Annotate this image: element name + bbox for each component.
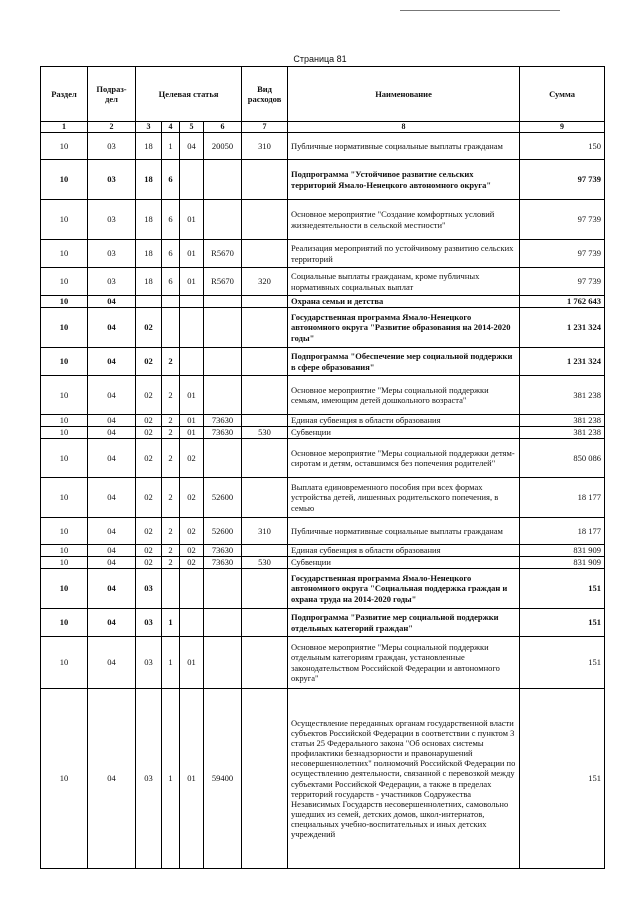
cell-name: Единая субвенция в области образования bbox=[288, 415, 520, 427]
cell-target-program: 18 bbox=[136, 160, 162, 200]
cell-expense-type bbox=[242, 545, 288, 557]
table-row bbox=[41, 478, 605, 518]
column-number: 3 bbox=[136, 122, 162, 133]
cell-target-event: 02 bbox=[180, 557, 204, 569]
cell-section: 10 bbox=[41, 569, 88, 609]
top-rule bbox=[400, 10, 560, 11]
cell-target-event: 01 bbox=[180, 415, 204, 427]
cell-expense-type: 530 bbox=[242, 557, 288, 569]
table-row bbox=[41, 200, 605, 240]
table-row bbox=[41, 557, 605, 569]
cell-expense-type bbox=[242, 348, 288, 376]
cell-target-event bbox=[180, 569, 204, 609]
table-row bbox=[41, 545, 605, 557]
cell-expense-type bbox=[242, 478, 288, 518]
table-row bbox=[41, 569, 605, 609]
cell-target-subprogram bbox=[162, 296, 180, 308]
cell-target-direction bbox=[204, 609, 242, 637]
cell-name: Охрана семьи и детства bbox=[288, 296, 520, 308]
cell-target-subprogram: 1 bbox=[162, 637, 180, 689]
cell-target-direction: 59400 bbox=[204, 689, 242, 869]
cell-amount: 97 739 bbox=[520, 200, 605, 240]
cell-name: Публичные нормативные социальные выплаты гражданам bbox=[288, 133, 520, 160]
cell-target-program: 18 bbox=[136, 268, 162, 296]
cell-target-subprogram bbox=[162, 569, 180, 609]
column-numbers-row bbox=[41, 122, 605, 133]
cell-amount: 151 bbox=[520, 689, 605, 869]
cell-subsection: 04 bbox=[88, 308, 136, 348]
cell-target-event bbox=[180, 348, 204, 376]
cell-expense-type bbox=[242, 439, 288, 478]
cell-section: 10 bbox=[41, 240, 88, 268]
cell-subsection: 04 bbox=[88, 478, 136, 518]
cell-target-program: 02 bbox=[136, 427, 162, 439]
cell-target-direction bbox=[204, 439, 242, 478]
table-row bbox=[41, 308, 605, 348]
cell-amount: 150 bbox=[520, 133, 605, 160]
cell-amount: 18 177 bbox=[520, 518, 605, 545]
cell-target-subprogram: 6 bbox=[162, 268, 180, 296]
table-row bbox=[41, 427, 605, 439]
header-name: Наименование bbox=[288, 67, 520, 122]
cell-section: 10 bbox=[41, 478, 88, 518]
cell-target-program: 02 bbox=[136, 348, 162, 376]
cell-target-subprogram: 2 bbox=[162, 557, 180, 569]
cell-amount: 831 909 bbox=[520, 545, 605, 557]
table-row bbox=[41, 609, 605, 637]
cell-expense-type bbox=[242, 609, 288, 637]
cell-target-event: 01 bbox=[180, 200, 204, 240]
cell-target-event: 01 bbox=[180, 268, 204, 296]
header-target-article: Целевая статья bbox=[136, 67, 242, 122]
cell-target-event bbox=[180, 609, 204, 637]
table-row bbox=[41, 296, 605, 308]
cell-target-direction: 20050 bbox=[204, 133, 242, 160]
cell-target-program: 03 bbox=[136, 569, 162, 609]
cell-target-event bbox=[180, 160, 204, 200]
cell-amount: 1 231 324 bbox=[520, 308, 605, 348]
cell-target-program: 03 bbox=[136, 689, 162, 869]
cell-subsection: 04 bbox=[88, 569, 136, 609]
cell-section: 10 bbox=[41, 160, 88, 200]
cell-subsection: 04 bbox=[88, 557, 136, 569]
cell-target-subprogram: 2 bbox=[162, 545, 180, 557]
cell-target-program: 02 bbox=[136, 478, 162, 518]
cell-expense-type bbox=[242, 569, 288, 609]
table-row bbox=[41, 268, 605, 296]
cell-target-subprogram: 6 bbox=[162, 200, 180, 240]
cell-section: 10 bbox=[41, 609, 88, 637]
cell-subsection: 03 bbox=[88, 160, 136, 200]
cell-section: 10 bbox=[41, 348, 88, 376]
cell-name: Социальные выплаты гражданам, кроме публичных нормативных социальных выплат bbox=[288, 268, 520, 296]
table-row bbox=[41, 689, 605, 869]
header-amount: Сумма bbox=[520, 67, 605, 122]
column-number: 4 bbox=[162, 122, 180, 133]
cell-target-direction bbox=[204, 296, 242, 308]
cell-target-event: 01 bbox=[180, 689, 204, 869]
cell-target-direction: R5670 bbox=[204, 268, 242, 296]
cell-target-subprogram: 1 bbox=[162, 609, 180, 637]
cell-expense-type bbox=[242, 160, 288, 200]
header-section: Раздел bbox=[41, 67, 88, 122]
cell-amount: 850 086 bbox=[520, 439, 605, 478]
cell-name: Основное мероприятие "Меры социальной поддержки семьям, имеющим детей дошкольного возраста" bbox=[288, 376, 520, 415]
column-number: 5 bbox=[180, 122, 204, 133]
cell-target-subprogram: 1 bbox=[162, 689, 180, 869]
cell-name: Осуществление переданных органам государственной власти субъектов Российской Федерации в соответствии с пунктом 3 статьи 25 Федерального закона "Об основах системы профилактики безнадзорности и правонарушений несовершеннолетних" полномочий Российской Федерации по осуществлению деятельности, связанной с перевозкой между субъектами Российской Федерации, а также в пределах территорий государств - участников Содружества Независимых Государств несовершеннолетних, самовольно ушедших из семей, детских домов, школ-интернатов, специальных учебно-воспитательных и иных детских учреждений bbox=[288, 689, 520, 869]
cell-target-event: 02 bbox=[180, 478, 204, 518]
table-row bbox=[41, 240, 605, 268]
cell-expense-type bbox=[242, 415, 288, 427]
column-number: 7 bbox=[242, 122, 288, 133]
cell-target-program: 02 bbox=[136, 439, 162, 478]
cell-name: Государственная программа Ямало-Ненецкого автономного округа "Социальная поддержка граждан и охрана труда на 2014-2020 годы" bbox=[288, 569, 520, 609]
cell-target-program: 02 bbox=[136, 545, 162, 557]
table-row bbox=[41, 160, 605, 200]
cell-target-event: 01 bbox=[180, 637, 204, 689]
cell-amount: 381 238 bbox=[520, 376, 605, 415]
cell-name: Подпрограмма "Обеспечение мер социальной поддержки в сфере образования" bbox=[288, 348, 520, 376]
cell-target-subprogram: 6 bbox=[162, 240, 180, 268]
cell-section: 10 bbox=[41, 133, 88, 160]
cell-subsection: 03 bbox=[88, 133, 136, 160]
table-row bbox=[41, 637, 605, 689]
column-number: 2 bbox=[88, 122, 136, 133]
cell-target-direction bbox=[204, 569, 242, 609]
cell-section: 10 bbox=[41, 689, 88, 869]
cell-section: 10 bbox=[41, 518, 88, 545]
cell-target-direction: 73630 bbox=[204, 415, 242, 427]
cell-expense-type: 310 bbox=[242, 133, 288, 160]
header-subsection: Подраз-дел bbox=[88, 67, 136, 122]
cell-target-program: 02 bbox=[136, 308, 162, 348]
cell-subsection: 04 bbox=[88, 637, 136, 689]
cell-name: Единая субвенция в области образования bbox=[288, 545, 520, 557]
cell-target-subprogram: 2 bbox=[162, 518, 180, 545]
cell-expense-type bbox=[242, 200, 288, 240]
cell-target-program: 03 bbox=[136, 637, 162, 689]
table-row bbox=[41, 439, 605, 478]
cell-target-subprogram: 2 bbox=[162, 415, 180, 427]
cell-section: 10 bbox=[41, 439, 88, 478]
cell-subsection: 04 bbox=[88, 415, 136, 427]
cell-target-direction: R5670 bbox=[204, 240, 242, 268]
cell-expense-type bbox=[242, 308, 288, 348]
budget-table bbox=[40, 66, 605, 869]
cell-expense-type bbox=[242, 240, 288, 268]
cell-amount: 151 bbox=[520, 569, 605, 609]
cell-section: 10 bbox=[41, 296, 88, 308]
cell-target-event: 02 bbox=[180, 439, 204, 478]
cell-section: 10 bbox=[41, 268, 88, 296]
cell-target-subprogram: 2 bbox=[162, 348, 180, 376]
cell-subsection: 04 bbox=[88, 545, 136, 557]
table-row bbox=[41, 376, 605, 415]
cell-target-event: 04 bbox=[180, 133, 204, 160]
cell-target-program: 18 bbox=[136, 200, 162, 240]
cell-amount: 381 238 bbox=[520, 415, 605, 427]
cell-subsection: 04 bbox=[88, 296, 136, 308]
cell-target-subprogram: 1 bbox=[162, 133, 180, 160]
cell-amount: 151 bbox=[520, 637, 605, 689]
cell-section: 10 bbox=[41, 545, 88, 557]
cell-expense-type: 310 bbox=[242, 518, 288, 545]
cell-target-program: 03 bbox=[136, 609, 162, 637]
cell-target-program: 18 bbox=[136, 133, 162, 160]
cell-target-subprogram: 2 bbox=[162, 478, 180, 518]
cell-target-event bbox=[180, 296, 204, 308]
cell-subsection: 04 bbox=[88, 689, 136, 869]
cell-target-direction bbox=[204, 637, 242, 689]
cell-amount: 151 bbox=[520, 609, 605, 637]
cell-name: Реализация мероприятий по устойчивому развитию сельских территорий bbox=[288, 240, 520, 268]
column-number: 1 bbox=[41, 122, 88, 133]
cell-amount: 18 177 bbox=[520, 478, 605, 518]
cell-target-subprogram: 2 bbox=[162, 427, 180, 439]
cell-target-event bbox=[180, 308, 204, 348]
cell-section: 10 bbox=[41, 308, 88, 348]
cell-target-direction: 52600 bbox=[204, 478, 242, 518]
cell-target-direction: 52600 bbox=[204, 518, 242, 545]
cell-target-event: 01 bbox=[180, 376, 204, 415]
column-number: 6 bbox=[204, 122, 242, 133]
cell-subsection: 03 bbox=[88, 240, 136, 268]
cell-target-program: 02 bbox=[136, 518, 162, 545]
cell-target-event: 01 bbox=[180, 240, 204, 268]
cell-name: Государственная программа Ямало-Ненецкого автономного округа "Развитие образования на 2014-2020 годы" bbox=[288, 308, 520, 348]
cell-target-event: 02 bbox=[180, 545, 204, 557]
cell-target-subprogram: 2 bbox=[162, 439, 180, 478]
cell-subsection: 03 bbox=[88, 268, 136, 296]
cell-target-program: 18 bbox=[136, 240, 162, 268]
cell-target-subprogram: 2 bbox=[162, 376, 180, 415]
column-number: 8 bbox=[288, 122, 520, 133]
cell-name: Публичные нормативные социальные выплаты гражданам bbox=[288, 518, 520, 545]
cell-name: Основное мероприятие "Меры социальной поддержки детям-сиротам и детям, оставшимся без попечения родителей" bbox=[288, 439, 520, 478]
cell-target-direction bbox=[204, 308, 242, 348]
cell-name: Субвенции bbox=[288, 427, 520, 439]
page-number: Страница 81 bbox=[293, 54, 347, 64]
cell-target-direction bbox=[204, 348, 242, 376]
cell-expense-type: 530 bbox=[242, 427, 288, 439]
cell-target-subprogram: 6 bbox=[162, 160, 180, 200]
cell-name: Субвенции bbox=[288, 557, 520, 569]
table-row bbox=[41, 348, 605, 376]
table-row bbox=[41, 518, 605, 545]
cell-expense-type bbox=[242, 689, 288, 869]
cell-name: Основное мероприятие "Создание комфортных условий жизнедеятельности в сельской местности" bbox=[288, 200, 520, 240]
cell-target-program bbox=[136, 296, 162, 308]
cell-section: 10 bbox=[41, 637, 88, 689]
cell-amount: 1 231 324 bbox=[520, 348, 605, 376]
cell-amount: 831 909 bbox=[520, 557, 605, 569]
cell-target-program: 02 bbox=[136, 376, 162, 415]
cell-target-direction: 73630 bbox=[204, 545, 242, 557]
cell-subsection: 04 bbox=[88, 376, 136, 415]
cell-name: Выплата единовременного пособия при всех формах устройства детей, лишенных родительского попечения, в семью bbox=[288, 478, 520, 518]
cell-expense-type bbox=[242, 296, 288, 308]
cell-target-direction bbox=[204, 376, 242, 415]
column-number: 9 bbox=[520, 122, 605, 133]
cell-target-event: 02 bbox=[180, 518, 204, 545]
cell-subsection: 04 bbox=[88, 348, 136, 376]
cell-name: Подпрограмма "Развитие мер социальной поддержки отдельных категорий граждан" bbox=[288, 609, 520, 637]
cell-section: 10 bbox=[41, 427, 88, 439]
cell-section: 10 bbox=[41, 376, 88, 415]
cell-amount: 381 238 bbox=[520, 427, 605, 439]
cell-name: Основное мероприятие "Меры социальной поддержки отдельным категориям граждан, установленные законодательством Российской Федерации и автономного округа" bbox=[288, 637, 520, 689]
cell-amount: 97 739 bbox=[520, 160, 605, 200]
cell-section: 10 bbox=[41, 200, 88, 240]
cell-target-event: 01 bbox=[180, 427, 204, 439]
cell-target-program: 02 bbox=[136, 557, 162, 569]
cell-amount: 97 739 bbox=[520, 240, 605, 268]
table-row bbox=[41, 133, 605, 160]
cell-subsection: 04 bbox=[88, 609, 136, 637]
cell-subsection: 04 bbox=[88, 427, 136, 439]
cell-target-direction: 73630 bbox=[204, 427, 242, 439]
cell-target-direction bbox=[204, 200, 242, 240]
cell-subsection: 04 bbox=[88, 518, 136, 545]
cell-expense-type bbox=[242, 637, 288, 689]
table-row bbox=[41, 415, 605, 427]
cell-name: Подпрограмма "Устойчивое развитие сельских территорий Ямало-Ненецкого автономного округа" bbox=[288, 160, 520, 200]
cell-amount: 1 762 643 bbox=[520, 296, 605, 308]
cell-expense-type: 320 bbox=[242, 268, 288, 296]
cell-subsection: 03 bbox=[88, 200, 136, 240]
cell-subsection: 04 bbox=[88, 439, 136, 478]
cell-section: 10 bbox=[41, 557, 88, 569]
cell-section: 10 bbox=[41, 415, 88, 427]
header-expense-type: Вид расходов bbox=[242, 67, 288, 122]
cell-target-program: 02 bbox=[136, 415, 162, 427]
cell-amount: 97 739 bbox=[520, 268, 605, 296]
cell-expense-type bbox=[242, 376, 288, 415]
cell-target-direction: 73630 bbox=[204, 557, 242, 569]
cell-target-subprogram bbox=[162, 308, 180, 348]
cell-target-direction bbox=[204, 160, 242, 200]
